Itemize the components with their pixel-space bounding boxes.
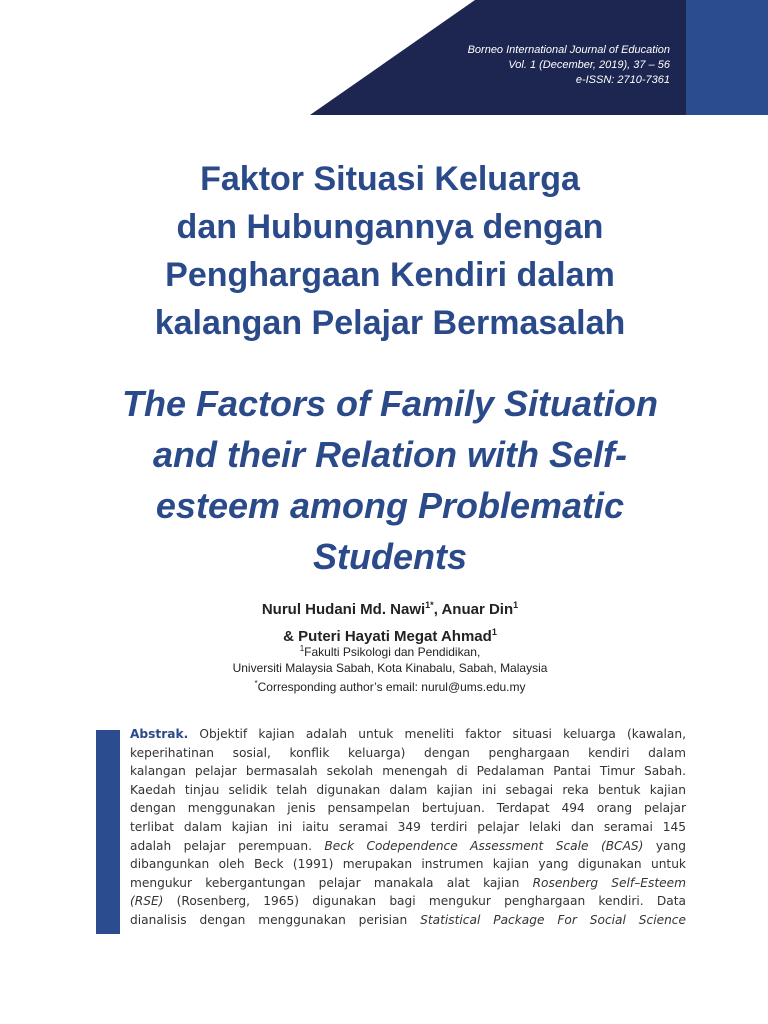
corr-mark: * xyxy=(254,679,258,688)
title-english-line: and their Relation with Self- xyxy=(152,434,628,475)
affiliation-university: Universiti Malaysia Sabah, Kota Kinabalu, Sabah, Malaysia xyxy=(232,661,548,675)
title-english xyxy=(0,378,768,582)
title-malay-line: dan Hubungannya dengan xyxy=(176,208,604,246)
abstract-line: Abstrak. Objektif kajian adalah untuk meneliti faktor situasi keluarga (kawalan, xyxy=(130,727,686,741)
affiliation-faculty xyxy=(0,641,768,660)
abstract-accent-bar xyxy=(96,730,120,934)
author-affil-mark: 1* xyxy=(425,600,434,610)
abstract-line: (RSE) (Rosenberg, 1965) digunakan bagi mengukur penghargaan kendiri. Data xyxy=(130,894,686,909)
journal-volume: Vol. 1 (December, 2019), 37 – 56 xyxy=(508,59,670,71)
title-english-line: Students xyxy=(312,536,467,577)
author-name: & Puteri Hayati Megat Ahmad xyxy=(283,628,492,645)
affiliation xyxy=(0,641,768,695)
abstract-label: Abstrak. xyxy=(130,727,189,741)
author-affil-mark: 1 xyxy=(491,627,497,637)
abstract-line: dengan menggunakan jenis pensampelan bertujuan. Terdapat 494 orang pelajar xyxy=(130,801,686,816)
author-name: Nurul Hudani Md. Nawi xyxy=(261,601,426,618)
title-malay-line: kalangan Pelajar Bermasalah xyxy=(154,304,626,342)
title-english-line: The Factors of Family Situation xyxy=(121,383,659,424)
journal-issn: e-ISSN: 2710-7361 xyxy=(575,74,670,86)
title-malay-line: Penghargaan Kendiri dalam xyxy=(165,256,615,294)
affil-mark: 1 xyxy=(299,644,305,653)
abstract-line: terlibat dalam kajian ini iaitu seramai 349 terdiri pelajar lelaki dan seramai 145 xyxy=(130,819,686,834)
title-english-line: esteem among Problematic xyxy=(155,485,625,526)
journal-info xyxy=(468,43,670,88)
abstract-line: dianalisis dengan menggunakan perisian Statistical Package For Social Science xyxy=(130,912,686,927)
corresponding-text: Corresponding author’s email: nurul@ums.edu.my xyxy=(257,680,526,694)
abstract-line: keperihatinan sosial, konflik keluarga) dengan penghargaan kendiri dalam xyxy=(130,745,686,760)
corresponding-author xyxy=(0,676,768,695)
authors xyxy=(0,594,768,648)
abstract-line: kalangan pelajar bermasalah sekolah menengah di Pedalaman Pantai Timur Sabah. xyxy=(130,764,686,779)
abstract-line: Kaedah tinjau selidik telah digunakan dalam kajian ini sebagai reka bentuk kajian xyxy=(130,782,686,797)
author-separator: , xyxy=(433,601,442,618)
abstract-line: adalah pelajar perempuan. Beck Codependence Assessment Scale (BCAS) yang xyxy=(130,838,686,853)
authors-line-1 xyxy=(0,594,768,621)
author-name: Anuar Din xyxy=(441,601,514,618)
journal-name: Borneo International Journal of Education xyxy=(467,44,670,56)
abstract xyxy=(130,725,686,930)
header-corner-blue xyxy=(686,0,768,115)
title-malay-line: Faktor Situasi Keluarga xyxy=(200,160,580,198)
faculty-text: Fakulti Psikologi dan Pendidikan, xyxy=(304,645,481,659)
author-affil-mark: 1 xyxy=(513,600,519,610)
abstract-line: dibangunkan oleh Beck (1991) merupakan instrumen kajian yang digunakan untuk xyxy=(130,857,686,872)
abstract-line: mengukur kebergantungan pelajar manakala alat kajian Rosenberg Self–Esteem xyxy=(130,875,686,890)
title-malay xyxy=(0,155,768,347)
